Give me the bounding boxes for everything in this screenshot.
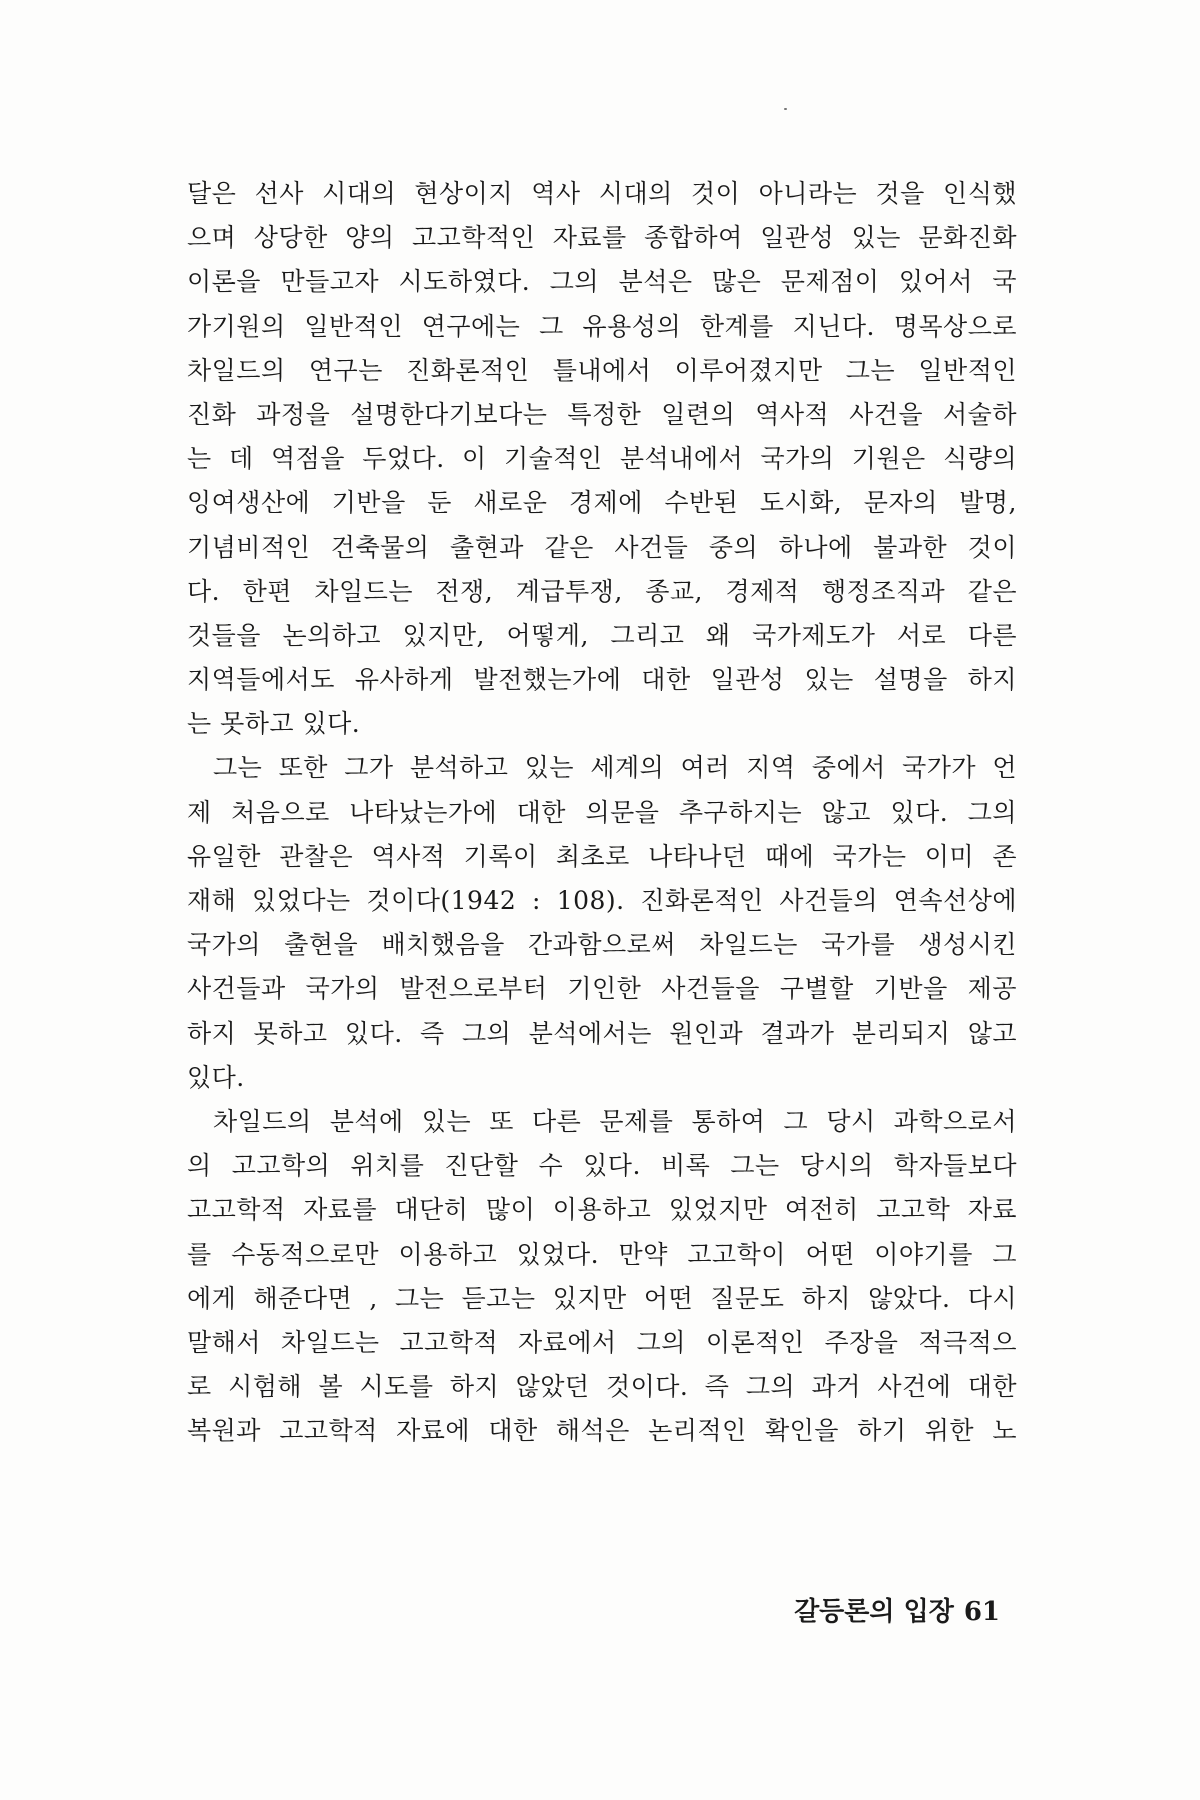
text-line: 제 처음으로 나타났는가에 대한 의문을 추구하지는 않고 있다. 그의 [187, 797, 1017, 827]
text-line: 것들을 논의하고 있지만, 어떻게, 그리고 왜 국가제도가 서로 다른 [187, 620, 1017, 650]
text-line: 지역들에서도 유사하게 발전했는가에 대한 일관성 있는 설명을 하지 [187, 665, 1017, 695]
text-line: 다. 한편 차일드는 전쟁, 계급투쟁, 종교, 경제적 행정조직과 같은 [187, 576, 1017, 606]
text-line: 를 수동적으로만 이용하고 있었다. 만약 고고학이 어떤 이야기를 그 [187, 1239, 1017, 1269]
print-speck [784, 108, 787, 110]
text-line: 차일드의 연구는 진화론적인 틀내에서 이루어졌지만 그는 일반적인 [187, 355, 1017, 385]
text-line: 의 고고학의 위치를 진단할 수 있다. 비록 그는 당시의 학자들보다 [187, 1151, 1017, 1181]
paragraph [187, 1100, 1017, 1454]
text-line: 기념비적인 건축물의 출현과 같은 사건들 중의 하나에 불과한 것이 [187, 532, 1017, 562]
text-line: 그는 또한 그가 분석하고 있는 세계의 여러 지역 중에서 국가가 언 [213, 753, 1017, 783]
text-line: 사건들과 국가의 발전으로부터 기인한 사건들을 구별할 기반을 제공 [187, 974, 1017, 1004]
text-line: 로 시험해 볼 시도를 하지 않았던 것이다. 즉 그의 과거 사건에 대한 [187, 1372, 1017, 1402]
text-line: 국가의 출현을 배치했음을 간과함으로써 차일드는 국가를 생성시킨 [187, 930, 1017, 960]
text-line: 달은 선사 시대의 현상이지 역사 시대의 것이 아니라는 것을 인식했 [187, 179, 1017, 208]
text-line: 고고학적 자료를 대단히 많이 이용하고 있었지만 여전히 고고학 자료 [187, 1195, 1017, 1225]
text-line: 있다. [187, 1062, 245, 1092]
body-text [187, 172, 1017, 1453]
text-line: 복원과 고고학적 자료에 대한 해석은 논리적인 확인을 하기 위한 노 [187, 1416, 1017, 1446]
running-title: 갈등론의 입장 [794, 1597, 954, 1627]
text-line: 에게 해준다면 , 그는 듣고는 있지만 어떤 질문도 하지 않았다. 다시 [187, 1283, 1017, 1313]
text-line: 진화 과정을 설명한다기보다는 특정한 일련의 역사적 사건을 서술하 [187, 399, 1017, 429]
text-line: 이론을 만들고자 시도하였다. 그의 분석은 많은 문제점이 있어서 국 [187, 267, 1017, 297]
text-line: 는 못하고 있다. [187, 709, 361, 739]
paragraph [187, 746, 1017, 1100]
page-number: 61 [963, 1597, 1000, 1627]
text-line: 유일한 관찰은 역사적 기록이 최초로 나타나던 때에 국가는 이미 존 [187, 841, 1017, 871]
text-line: 말해서 차일드는 고고학적 자료에서 그의 이론적인 주장을 적극적으 [187, 1327, 1017, 1357]
paragraph [187, 172, 1017, 746]
text-line: 차일드의 분석에 있는 또 다른 문제를 통하여 그 당시 과학으로서 [213, 1106, 1017, 1136]
text-line: 가기원의 일반적인 연구에는 그 유용성의 한계를 지닌다. 명목상으로 [187, 311, 1017, 341]
text-line: 으며 상당한 양의 고고학적인 자료를 종합하여 일관성 있는 문화진화 [187, 223, 1017, 253]
text-line: 잉여생산에 기반을 둔 새로운 경제에 수반된 도시화, 문자의 발명, [187, 488, 1017, 518]
text-line: 는 데 역점을 두었다. 이 기술적인 분석내에서 국가의 기원은 식량의 [187, 444, 1017, 474]
text-line: 하지 못하고 있다. 즉 그의 분석에서는 원인과 결과가 분리되지 않고 [187, 1018, 1017, 1048]
text-line: 재해 있었다는 것이다(1942 : 108). 진화론적인 사건들의 연속선상에 [187, 886, 1017, 915]
running-footer [794, 1592, 1000, 1632]
